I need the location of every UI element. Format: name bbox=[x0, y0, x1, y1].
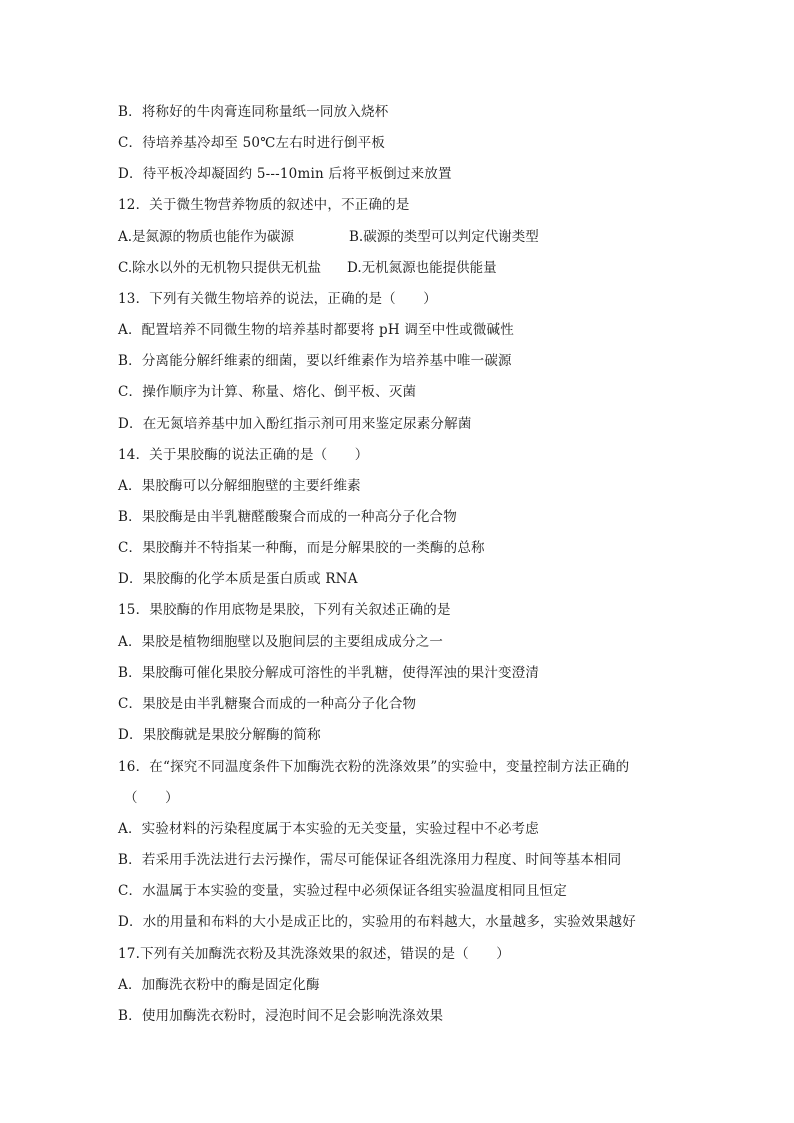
question-12: 12．关于微生物营养物质的叙述中，不正确的是 bbox=[118, 197, 410, 213]
q12-option-c: C.除水以外的无机物只提供无机盐 bbox=[118, 260, 322, 276]
q11-option-c: C．待培养基冷却至 50℃左右时进行倒平板 bbox=[118, 135, 386, 151]
q15-option-d: D．果胶酶就是果胶分解酶的简称 bbox=[118, 727, 321, 743]
q13-option-d: D．在无氮培养基中加入酚红指示剂可用来鉴定尿素分解菌 bbox=[118, 416, 472, 432]
q17-option-b: B．使用加酶洗衣粉时，浸泡时间不足会影响洗涤效果 bbox=[118, 1008, 444, 1024]
q15-option-b: B．果胶酶可催化果胶分解成可溶性的半乳糖，使得浑浊的果汁变澄清 bbox=[118, 665, 540, 681]
question-13: 13．下列有关微生物培养的说法，正确的是（ ） bbox=[118, 291, 437, 307]
q14-option-c: C．果胶酶并不特指某一种酶，而是分解果胶的一类酶的总称 bbox=[118, 540, 485, 556]
question-14: 14．关于果胶酶的说法正确的是（ ） bbox=[118, 447, 369, 463]
q14-option-a: A．果胶酶可以分解细胞壁的主要纤维素 bbox=[118, 478, 361, 494]
q16-option-b: B．若采用手洗法进行去污操作，需尽可能保证各组洗涤用力程度、时间等基本相同 bbox=[118, 852, 622, 868]
q16-option-c: C．水温属于本实验的变量，实验过程中必须保证各组实验温度相同且恒定 bbox=[118, 883, 567, 899]
question-15: 15．果胶酶的作用底物是果胶，下列有关叙述正确的是 bbox=[118, 602, 451, 618]
q13-option-a: A．配置培养不同微生物的培养基时都要将 pH 调至中性或微碱性 bbox=[118, 322, 514, 338]
question-16: 16．在“探究不同温度条件下加酶洗衣粉的洗涤效果”的实验中，变量控制方法正确的 bbox=[118, 759, 630, 775]
q11-option-b: B．将称好的牛肉膏连同称量纸一同放入烧杯 bbox=[118, 104, 389, 120]
q14-option-d: D．果胶酶的化学本质是蛋白质或 RNA bbox=[118, 571, 358, 587]
q12-options-ab bbox=[118, 227, 678, 247]
q11-option-d: D．待平板冷却凝固约 5---10min 后将平板倒过来放置 bbox=[118, 166, 452, 182]
q16-option-d: D．水的用量和布料的大小是成正比的，实验用的布料越大，水量越多，实验效果越好 bbox=[118, 914, 636, 930]
q16-option-a: A．实验材料的污染程度属于本实验的无关变量，实验过程中不必考虑 bbox=[118, 821, 539, 837]
q12-options-cd bbox=[118, 258, 678, 278]
question-17: 17.下列有关加酶洗衣粉及其洗涤效果的叙述，错误的是（ ） bbox=[118, 946, 510, 962]
q14-option-b: B．果胶酶是由半乳糖醛酸聚合而成的一种高分子化合物 bbox=[118, 509, 457, 525]
q15-option-c: C．果胶是由半乳糖聚合而成的一种高分子化合物 bbox=[118, 696, 417, 712]
q13-option-b: B．分离能分解纤维素的细菌，要以纤维素作为培养基中唯一碳源 bbox=[118, 353, 512, 369]
q12-option-d: D.无机氮源也能提供能量 bbox=[347, 260, 497, 276]
question-16-parentheses: （ ） bbox=[124, 790, 179, 806]
q12-option-a: A.是氮源的物质也能作为碳源 bbox=[118, 229, 295, 245]
q15-option-a: A．果胶是植物细胞壁以及胞间层的主要组成成分之一 bbox=[118, 634, 444, 650]
q12-option-b: B.碳源的类型可以判定代谢类型 bbox=[349, 229, 539, 245]
q17-option-a: A．加酶洗衣粉中的酶是固定化酶 bbox=[118, 977, 320, 993]
q13-option-c: C．操作顺序为计算、称量、熔化、倒平板、灭菌 bbox=[118, 384, 417, 400]
